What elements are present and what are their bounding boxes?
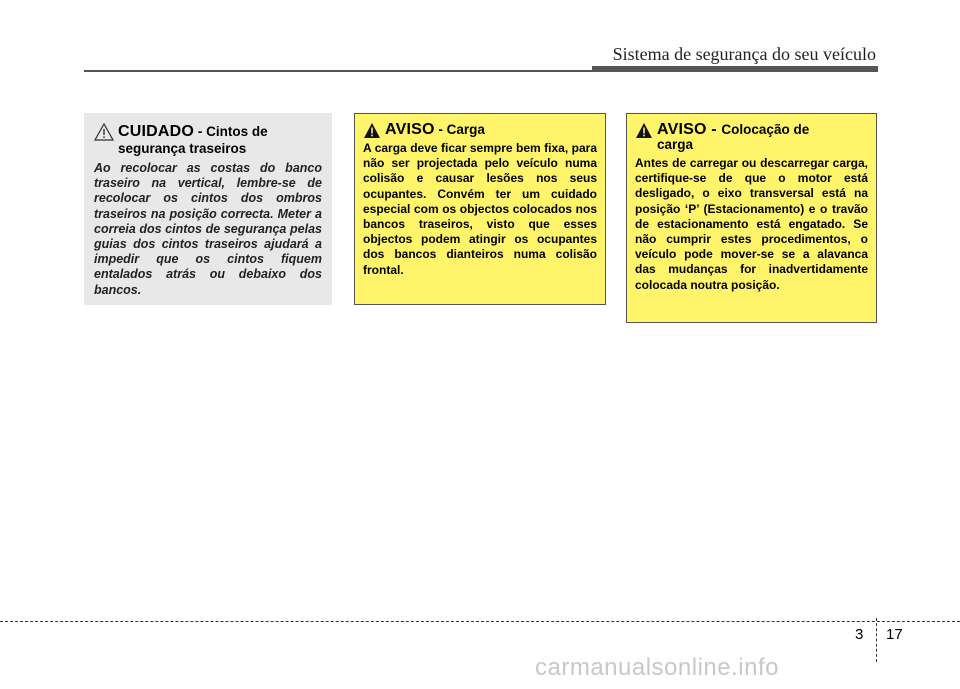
warning-colocacao-label: AVISO - <box>657 121 722 138</box>
warning-colocacao-heading <box>635 122 868 152</box>
page-header-title: Sistema de segurança do seu veículo <box>612 44 876 64</box>
warning-carga-body: A carga deve ficar sempre bem fixa, para não ser projectada pelo veículo numa colisão e causar lesões nos seus ocupantes. Convém ter um cuidado especial com os objectos colocados nos bancos traseiros, visto que esses objectos podem atingir os ocupantes dos bancos dianteiros numa colisão frontal. <box>363 141 597 277</box>
warning-triangle-icon <box>363 122 381 142</box>
chapter-number: 3 <box>855 626 864 643</box>
footer-rule <box>0 621 960 622</box>
warning-carga-heading <box>363 122 597 137</box>
warning-carga-label: AVISO <box>385 121 435 138</box>
caution-subtitle: - Cintos de segurança traseiros <box>118 124 268 156</box>
page-number: 17 <box>886 626 903 643</box>
warning-colocacao-box <box>626 113 877 323</box>
warning-colocacao-subtitle: Colocação de carga <box>657 122 810 152</box>
caution-outline-triangle-icon <box>94 123 114 144</box>
caution-box <box>84 113 332 305</box>
header-rule-accent <box>592 66 878 72</box>
caution-label: CUIDADO <box>118 123 195 140</box>
warning-carga-subtitle: - Carga <box>434 122 485 137</box>
page-number-divider <box>876 618 877 662</box>
watermark: carmanualsonline.info <box>535 654 779 681</box>
warning-colocacao-body: Antes de carregar ou descarregar carga, certifique-se de que o motor está desligado, o eixo transversal está na posição ‘P’ (Estacionamento) e o travão de estacionamento está engatado. Se não cumprir estes procedimentos, o veículo pode mover-se se a alavanca das mudanças for inadvertidamente colocada noutra posição. <box>635 156 868 292</box>
caution-heading <box>94 123 322 157</box>
warning-carga-box <box>354 113 606 305</box>
warning-triangle-icon <box>635 122 653 142</box>
caution-body: Ao recolocar as costas do banco traseiro na vertical, lembre-se de recolocar os cintos dos ombros traseiros na posição correcta. Meter a correia dos cintos de segurança pelas guias dos cintos traseiros ajudará a impedir que os cintos fiquem entalados atrás ou debaixo dos bancos. <box>94 161 322 297</box>
